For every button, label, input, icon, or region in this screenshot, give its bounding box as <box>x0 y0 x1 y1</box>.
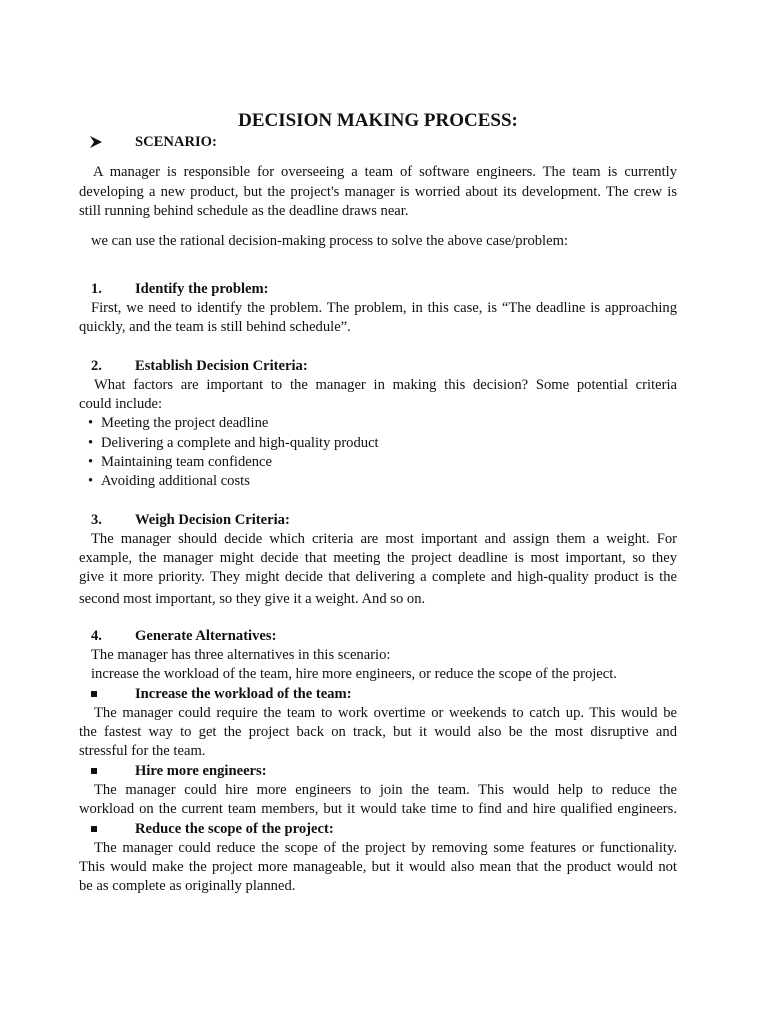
square-bullet-icon <box>91 826 97 832</box>
criteria-text: Meeting the project deadline <box>101 415 269 431</box>
document-title: DECISION MAKING PROCESS: <box>238 110 518 131</box>
step-line: could include: <box>79 396 163 412</box>
alternative-line: the fastest way to get the project back on track, but it would also be the most disruptive and <box>79 724 677 740</box>
step-line: give it more priority. They might decide that delivering a complete and high-quality product is the <box>79 569 677 585</box>
step-line: example, the manager might decide that meeting the project deadline is most important, so they <box>79 550 677 566</box>
step-heading: Establish Decision Criteria: <box>135 358 308 374</box>
alternative-line: The manager could hire more engineers to join the team. This would help to reduce the <box>94 782 677 798</box>
square-bullet-icon <box>91 768 97 774</box>
alternative-line: This would make the project more manageable, but it would also mean that the product would not <box>79 859 677 875</box>
criteria-text: Maintaining team confidence <box>101 454 273 470</box>
scenario-line: A manager is responsible for overseeing a team of software engineers. The team is currently <box>93 164 677 180</box>
step-line: First, we need to identify the problem. The problem, in this case, is “The deadline is approaching <box>91 300 677 316</box>
scenario-line: still running behind schedule as the deadline draws near. <box>79 203 409 219</box>
scenario-heading: SCENARIO: <box>135 134 217 150</box>
step-number: 3. <box>91 512 102 528</box>
step-line: The manager has three alternatives in this scenario: <box>91 647 391 663</box>
alternative-line: stressful for the team. <box>79 743 206 759</box>
step-line: quickly, and the team is still behind schedule”. <box>79 319 351 335</box>
scenario-line: developing a new product, but the project's manager is worried about its development. The crew is <box>79 184 677 200</box>
alternative-heading: Hire more engineers: <box>135 763 267 779</box>
step-heading: Weigh Decision Criteria: <box>135 512 290 528</box>
alternative-line: workload on the current team members, but it would take time to find and hire qualified engineers. <box>79 801 677 817</box>
alternative-line: be as complete as originally planned. <box>79 878 296 894</box>
step-line: The manager should decide which criteria are most important and assign them a weight. For <box>91 531 677 547</box>
alternative-line: The manager could reduce the scope of the project by removing some features or functionality. <box>94 840 677 856</box>
step-line: second most important, so they give it a weight. And so on. <box>79 591 426 607</box>
step-heading: Generate Alternatives: <box>135 628 277 644</box>
step-number: 1. <box>91 281 102 297</box>
step-number: 4. <box>91 628 102 644</box>
step-heading: Identify the problem: <box>135 281 269 297</box>
alternative-line: The manager could require the team to work overtime or weekends to catch up. This would be <box>94 705 677 721</box>
scenario-intro: we can use the rational decision-making process to solve the above case/problem: <box>91 233 568 249</box>
square-bullet-icon <box>91 691 97 697</box>
criteria-text: Delivering a complete and high-quality product <box>101 435 379 451</box>
arrow-bullet-icon <box>89 135 103 149</box>
criteria-text: Avoiding additional costs <box>101 473 250 489</box>
step-number: 2. <box>91 358 102 374</box>
alternative-heading: Increase the workload of the team: <box>135 686 352 702</box>
step-line: increase the workload of the team, hire more engineers, or reduce the scope of the project. <box>91 666 617 682</box>
step-line: What factors are important to the manager in making this decision? Some potential criteria <box>94 377 677 393</box>
alternative-heading: Reduce the scope of the project: <box>135 821 334 837</box>
